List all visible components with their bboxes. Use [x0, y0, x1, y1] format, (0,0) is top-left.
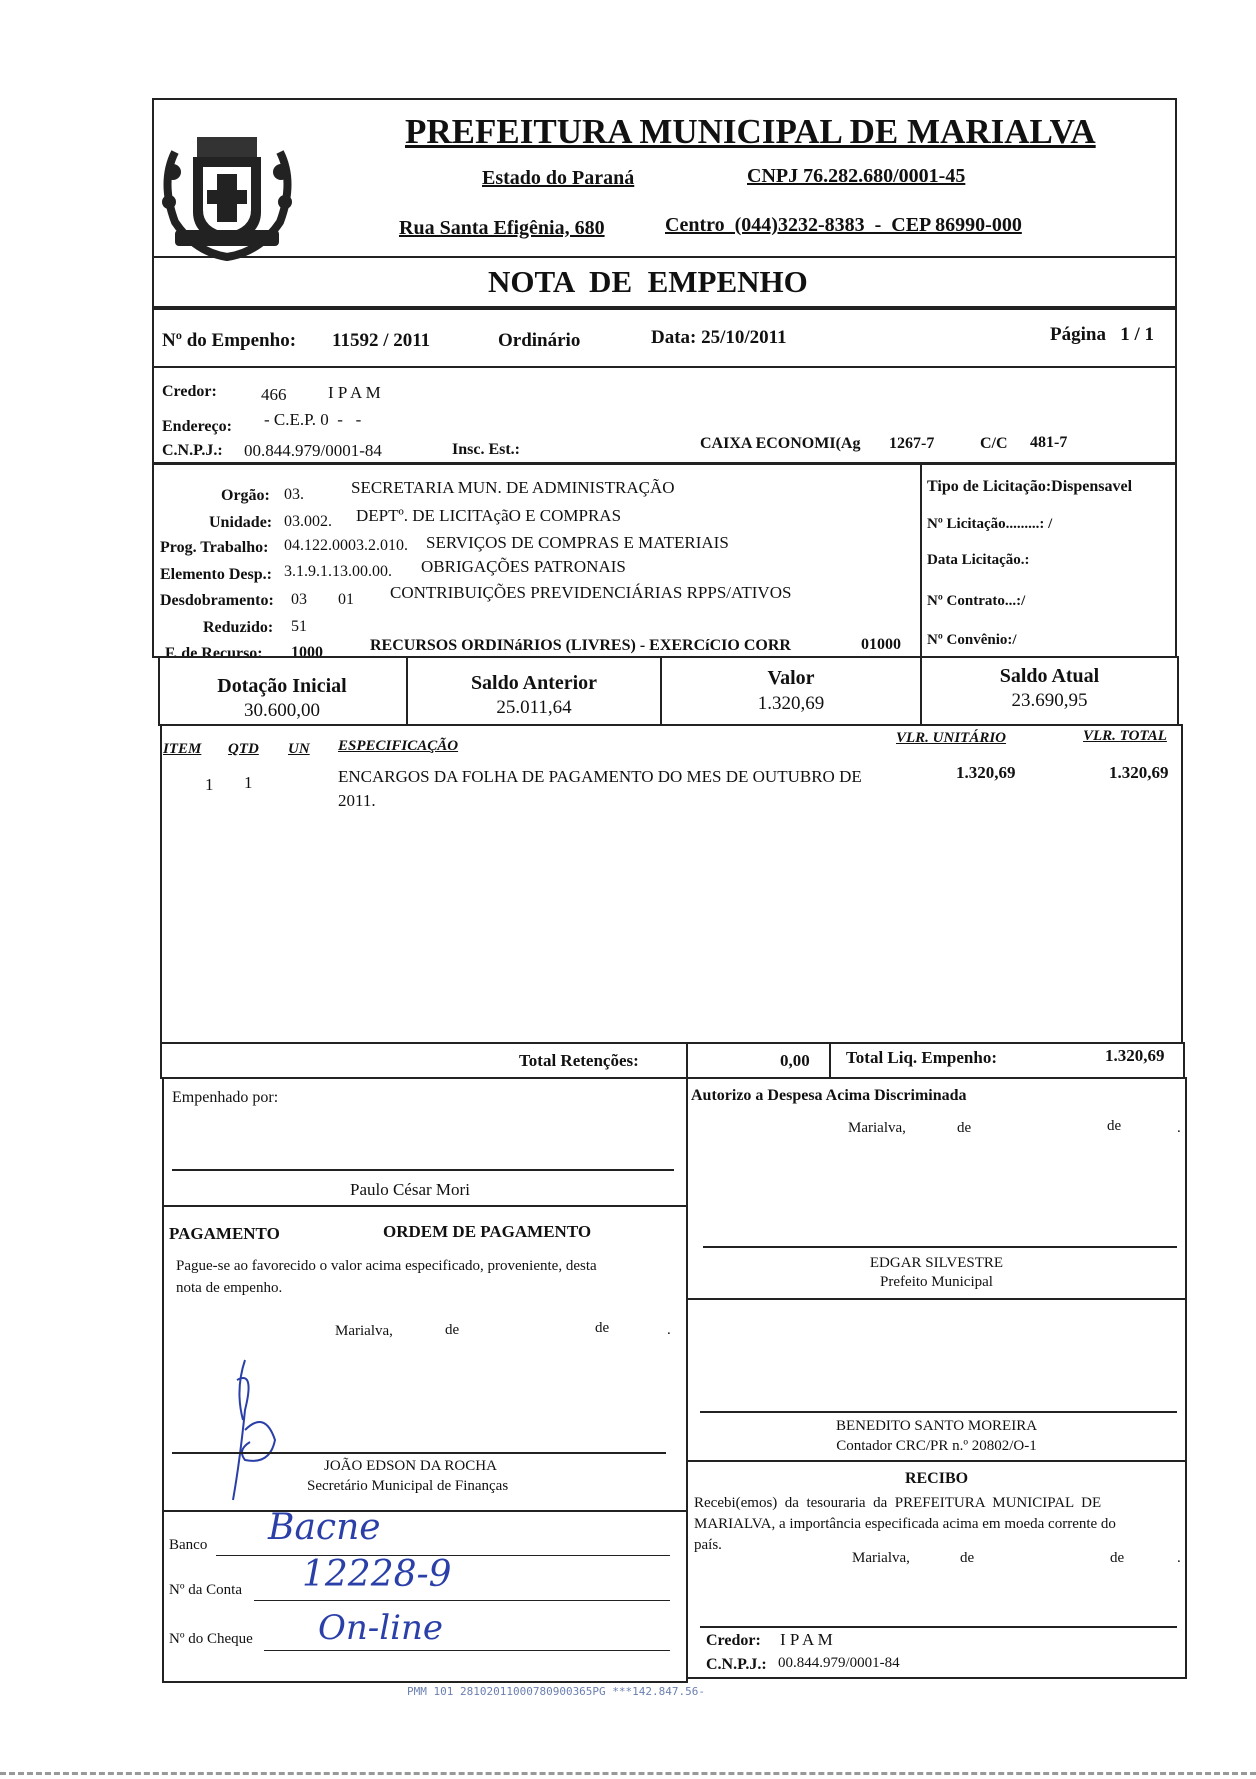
contador-role: Contador CRC/PR n.º 20802/O-1 — [836, 1438, 1037, 1454]
secretario-name: JOÃO EDSON DA ROCHA — [324, 1458, 497, 1474]
bank-section-divider — [162, 1510, 688, 1512]
col-header-un: UN — [288, 741, 310, 757]
pagamento-divider — [162, 1205, 688, 1207]
recibo-heading: RECIBO — [904, 1470, 969, 1487]
desdobramento-code1: 03 — [291, 591, 307, 608]
recibo-cnpj-value: 00.844.979/0001-84 — [778, 1655, 900, 1671]
page-bottom-border — [0, 1772, 1256, 1775]
footer-stamp: PMM 101 28102011000780900365PG ***142.847.56- — [407, 1685, 706, 1698]
recurso-code: 1000 — [291, 644, 323, 661]
valor-label: Valor — [767, 667, 815, 689]
contrato-numero: Nº Contrato...:/ — [927, 593, 1026, 609]
cc-value: 481-7 — [1030, 434, 1068, 451]
endereco-value: - C.E.P. 0 - - — [264, 410, 362, 429]
conta-line — [254, 1600, 670, 1601]
recurso-label: F. de Recurso: — [165, 645, 263, 662]
unidade-label: Unidade: — [209, 514, 273, 531]
item-number: 1 — [205, 775, 214, 794]
pagamento-de-1: de — [445, 1322, 460, 1338]
col-header-spec: ESPECIFICAÇÃO — [338, 738, 459, 754]
dotacao-inicial-label: Dotação Inicial — [217, 675, 347, 697]
saldo-anterior-value: 25.011,64 — [496, 697, 572, 718]
item-description-line2: 2011. — [338, 791, 376, 810]
state-name: Estado do Paraná — [482, 167, 635, 189]
elemento-desp-name: OBRIGAÇÕES PATRONAIS — [421, 557, 626, 576]
convenio-numero: Nº Convênio:/ — [927, 632, 1017, 648]
recibo-credor-label: Credor: — [706, 1632, 761, 1649]
saldo-anterior-label: Saldo Anterior — [470, 672, 598, 694]
item-unit-value: 1.320,69 — [956, 763, 1016, 782]
empenho-number: 11592 / 2011 — [332, 330, 431, 351]
item-description-line1: ENCARGOS DA FOLHA DE PAGAMENTO DO MES DE OUTUBRO DE — [338, 767, 862, 786]
prog-trabalho-code: 04.122.0003.2.010. — [284, 537, 408, 554]
col-header-qtd: QTD — [228, 741, 259, 757]
unidade-code: 03.002. — [284, 513, 332, 530]
pague-se-line2: nota de empenho. — [176, 1280, 283, 1296]
unidade-name: DEPTº. DE LICITAçãO E COMPRAS — [356, 506, 622, 525]
pague-se-line1: Pague-se ao favorecido o valor acima especificado, proveniente, desta — [176, 1258, 597, 1274]
recibo-text-line3: país. — [694, 1537, 722, 1553]
recibo-credor-name: I P A M — [780, 1630, 833, 1649]
orgao-code: 03. — [284, 486, 304, 503]
col-header-unit-value: VLR. UNITÁRIO — [896, 730, 1007, 746]
recibo-de-2: de — [1110, 1550, 1125, 1566]
conta-label: Nº da Conta — [169, 1582, 242, 1598]
item-total-value: 1.320,69 — [1109, 763, 1169, 782]
saldo-atual-label: Saldo Atual — [999, 665, 1100, 687]
desdobramento-label: Desdobramento: — [160, 592, 274, 609]
conta-handwritten: 12228-9 — [302, 1554, 452, 1595]
autorizo-heading: Autorizo a Despesa Acima Discriminada — [691, 1087, 967, 1104]
cheque-handwritten: On-line — [318, 1608, 444, 1648]
recibo-dot: . — [1177, 1550, 1181, 1566]
empenhado-por-label: Empenhado por: — [172, 1089, 279, 1106]
total-retencoes-value: 0,00 — [780, 1051, 810, 1070]
autorizo-de-2: de — [1107, 1118, 1122, 1134]
total-retencoes-label: Total Retenções: — [519, 1051, 639, 1070]
reduzido-label: Reduzido: — [203, 619, 274, 636]
desdobramento-name: CONTRIBUIÇÕES PREVIDENCIÁRIAS RPPS/ATIVOS — [390, 583, 792, 602]
banco-handwritten: Bacne — [268, 1507, 381, 1548]
dotacao-inicial-value: 30.600,00 — [244, 700, 320, 721]
reduzido-value: 51 — [291, 618, 307, 635]
orgao-label: Orgão: — [221, 487, 270, 504]
empenho-type: Ordinário — [498, 330, 581, 351]
recurso-name: RECURSOS ORDINáRIOS (LIVRES) - EXERCíCIO CORR — [370, 637, 791, 654]
autorizo-place: Marialva, — [848, 1120, 906, 1136]
signature-line-recibo — [700, 1626, 1177, 1628]
totals-divider-2 — [829, 1042, 831, 1079]
recibo-text-line2: MARIALVA, a importância especificada acima em moeda corrente do — [694, 1516, 1116, 1532]
page-number: Página 1 / 1 — [1050, 324, 1154, 345]
total-liquido-value: 1.320,69 — [1105, 1046, 1165, 1065]
totals-frame — [160, 1042, 1185, 1079]
recibo-de-1: de — [960, 1550, 975, 1566]
signature-line-prefeito — [703, 1246, 1177, 1248]
prefeito-section-divider — [686, 1298, 1187, 1300]
page-title: PREFEITURA MUNICIPAL DE MARIALVA — [405, 112, 1096, 151]
pagamento-dot: . — [667, 1322, 671, 1338]
desdobramento-code2: 01 — [338, 591, 354, 608]
valor-value: 1.320,69 — [757, 693, 825, 714]
contador-section-divider — [686, 1460, 1187, 1462]
header-divider — [152, 256, 1177, 258]
bank-agency: 1267-7 — [889, 435, 935, 452]
ordem-pagamento-heading: ORDEM DE PAGAMENTO — [383, 1222, 592, 1241]
cheque-label: Nº do Cheque — [169, 1631, 253, 1647]
address-street: Rua Santa Efigênia, 680 — [399, 217, 605, 239]
empenho-date: Data: 25/10/2011 — [651, 327, 787, 348]
credor-cnpj: 00.844.979/0001-84 — [244, 441, 382, 460]
licitacao-numero: Nº Licitação.........: / — [927, 516, 1053, 532]
licitacao-data: Data Licitação.: — [927, 552, 1030, 568]
licitacao-tipo: Tipo de Licitação:Dispensavel — [927, 478, 1133, 495]
pagamento-de-2: de — [595, 1320, 610, 1336]
lower-right-frame — [686, 1077, 1187, 1679]
recurso-number: 01000 — [861, 636, 901, 653]
prefeito-role: Prefeito Municipal — [880, 1274, 993, 1290]
bank-name: CAIXA ECONOMI(Ag — [700, 435, 861, 452]
recibo-text-line1: Recebi(emos) da tesouraria da PREFEITURA MUNICIPAL DE — [694, 1495, 1102, 1511]
cheque-line — [264, 1650, 670, 1651]
totals-divider-1 — [686, 1042, 688, 1079]
contador-name: BENEDITO SANTO MOREIRA — [835, 1418, 1038, 1434]
recibo-cnpj-label: C.N.P.J.: — [706, 1656, 767, 1673]
signature-line-contador — [700, 1411, 1177, 1413]
credor-name: I P A M — [328, 383, 381, 402]
address-details: Centro (044)3232-8383 - CEP 86990-000 — [665, 214, 1022, 236]
col-header-total-value: VLR. TOTAL — [1083, 728, 1167, 744]
saldo-atual-value: 23.690,95 — [1011, 690, 1088, 711]
prog-trabalho-name: SERVIÇOS DE COMPRAS E MATERIAIS — [426, 533, 729, 552]
credor-cnpj-label: C.N.P.J.: — [162, 442, 223, 459]
credor-label: Credor: — [162, 383, 217, 400]
empenhado-signer: Paulo César Mori — [350, 1180, 470, 1199]
municipality-cnpj: CNPJ 76.282.680/0001-45 — [747, 165, 966, 187]
credor-code: 466 — [261, 385, 287, 404]
pagamento-place: Marialva, — [335, 1323, 393, 1339]
endereco-label: Endereço: — [162, 418, 232, 435]
empenho-number-label: Nº do Empenho: — [162, 330, 297, 351]
coat-of-arms-icon — [155, 112, 300, 262]
cc-label: C/C — [980, 435, 1008, 452]
signature-line-secretario — [172, 1452, 666, 1454]
elemento-desp-code: 3.1.9.1.13.00.00. — [284, 563, 392, 580]
autorizo-de-1: de — [957, 1120, 972, 1136]
handwritten-signature — [215, 1350, 305, 1510]
orgao-name: SECRETARIA MUN. DE ADMINISTRAÇÃO — [351, 478, 675, 497]
autorizo-dot: . — [1177, 1120, 1181, 1136]
elemento-desp-label: Elemento Desp.: — [160, 566, 272, 583]
document-title: NOTA DE EMPENHO — [488, 264, 808, 299]
prog-trabalho-label: Prog. Trabalho: — [160, 539, 269, 556]
recibo-place: Marialva, — [852, 1550, 910, 1566]
secretario-role: Secretário Municipal de Finanças — [307, 1478, 509, 1494]
total-liquido-label: Total Liq. Empenho: — [846, 1048, 997, 1067]
col-header-item: ITEM — [163, 741, 202, 757]
prefeito-name: EDGAR SILVESTRE — [869, 1255, 1004, 1271]
item-quantity: 1 — [244, 773, 253, 792]
insc-est-label: Insc. Est.: — [452, 441, 521, 458]
banco-label: Banco — [169, 1537, 208, 1553]
pagamento-heading: PAGAMENTO — [169, 1224, 280, 1243]
signature-line-empenhado — [172, 1169, 674, 1171]
